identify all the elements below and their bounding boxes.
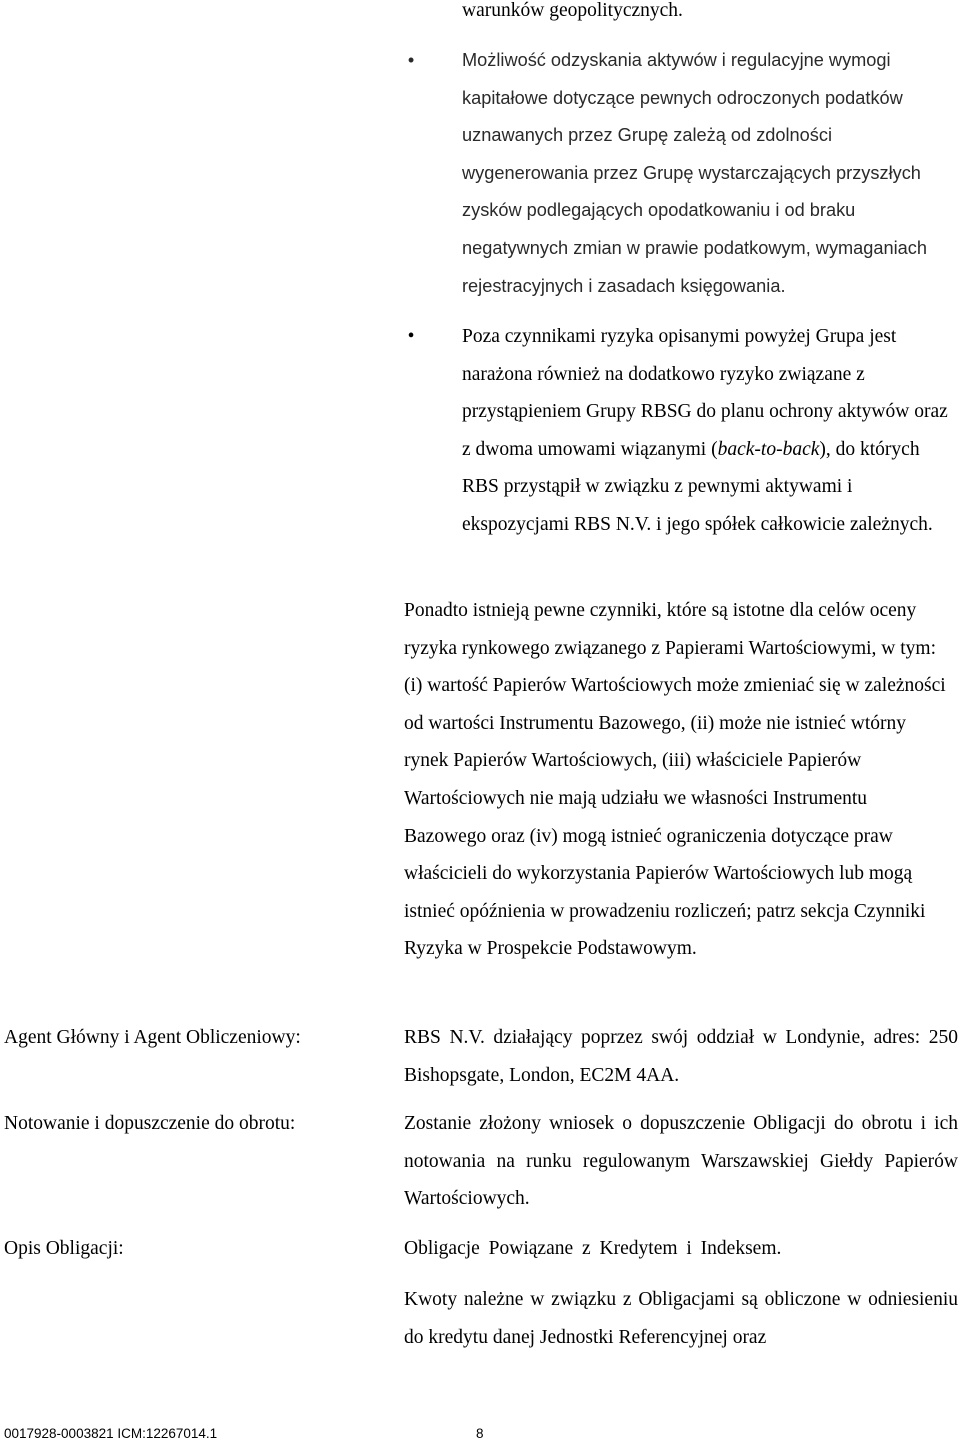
bullet-text-italic: back-to-back — [717, 438, 820, 460]
footer-page-number: 8 — [476, 1426, 484, 1441]
field-label-agent: Agent Główny i Agent Obliczeniowy: — [4, 1027, 301, 1048]
bullet-text-before: Poza czynnikami ryzyka opisanymi powyżej Grupa jest narażona również na dodatkowo ryzyko związane z przystąpieniem Grupy RBSG do planu ochrony aktywów oraz z dwoma umowami wiązanymi ( — [462, 326, 948, 460]
field-value-description-2: Kwoty należne w związku z Obligacjami są obliczone w odniesieniu do kredytu danej Jednostki Referencyjnej oraz — [404, 1289, 958, 1348]
field-value-agent: RBS N.V. działający poprzez swój oddział w Londynie, adres: 250 Bishopsgate, London, EC2M 4AA. — [404, 1027, 958, 1086]
field-label-listing: Notowanie i dopuszczenie do obrotu: — [4, 1113, 296, 1134]
footer-doc-id: 0017928-0003821 ICM:12267014.1 — [4, 1426, 218, 1441]
field-value-listing: Zostanie złożony wniosek o dopuszczenie Obligacji do obrotu i ich notowania na runku regulowanym Warszawskiej Giełdy Papierów Wartościowych. — [404, 1113, 958, 1210]
field-label-description: Opis Obligacji: — [4, 1238, 124, 1259]
market-risk-paragraph: Ponadto istnieją pewne czynniki, które są istotne dla celów oceny ryzyka rynkowego związanego z Papierami Wartościowymi, w tym: (i) wartość Papierów Wartościowych może zmieniać się w zależności od wartości Instrumentu Bazowego, (ii) może nie istnieć wtórny rynek Papierów Wartościowych, (iii) właściciele Papierów Wartościowych nie mają udziału we własności Instrumentu Bazowego oraz (iv) mogą istnieć ograniczenia dotyczące praw właścicieli do wykorzystania Papierów Wartościowych lub mogą istnieć opóźnienia w prowadzeniu rozliczeń; patrz sekcja Czynniki Ryzyka w Prospekcie Podstawowym. — [404, 600, 946, 960]
continuation-text: warunków geopolitycznych. — [462, 0, 683, 21]
bullet-marker: • — [407, 50, 415, 70]
bullet-marker: • — [407, 326, 415, 347]
bullet-text-after: ), do których RBS przystąpił w związku z pewnymi aktywami i ekspozycjami RBS N.V. i jego spółek całkowicie zależnych. — [462, 438, 933, 535]
bullet-text: Możliwość odzyskania aktywów i regulacyjne wymogi kapitałowe dotyczące pewnych odroczonych podatków uznawanych przez Grupę zależą od zdolności wygenerowania przez Grupę wystarczających przyszłych zysków podlegających opodatkowaniu i od braku negatywnych zmian w prawie podatkowym, wymaganiach rejestracyjnych i zasadach księgowania. — [462, 50, 928, 296]
field-value-description: Obligacje Powiązane z Kredytem i Indeksem. — [404, 1238, 782, 1259]
bullet-item-tax-assets — [407, 42, 960, 305]
bullet-item-rbsg-risk — [407, 318, 960, 544]
